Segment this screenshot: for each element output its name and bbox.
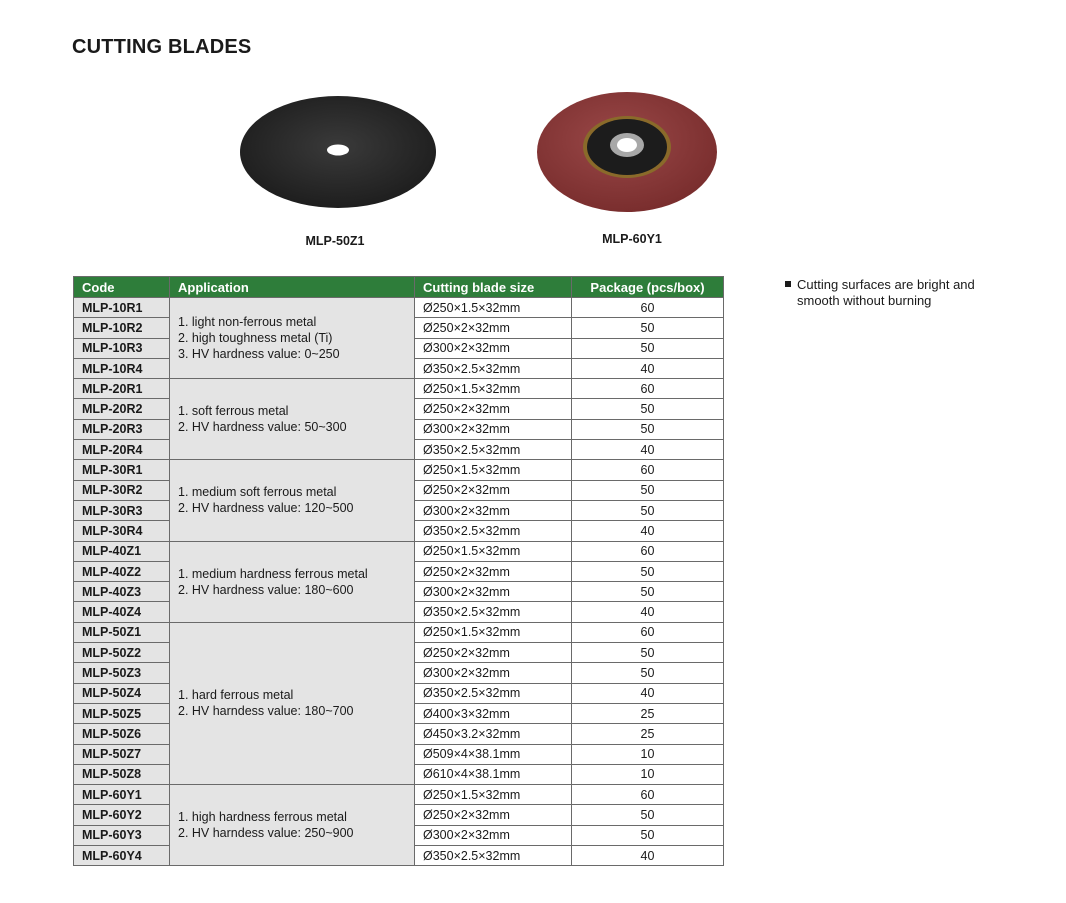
application-line: 2. HV harndess value: 180~700	[178, 704, 354, 719]
cell-size: Ø350×2.5×32mm	[415, 683, 572, 703]
cell-size: Ø300×2×32mm	[415, 419, 572, 439]
cell-package: 60	[572, 541, 724, 561]
cell-package: 10	[572, 764, 724, 784]
cell-code: MLP-40Z1	[74, 541, 170, 561]
cell-package: 50	[572, 825, 724, 845]
application-line: 2. HV hardness value: 120~500	[178, 501, 354, 516]
cell-code: MLP-50Z5	[74, 703, 170, 723]
application-line: 1. medium hardness ferrous metal	[178, 566, 368, 581]
cell-package: 50	[572, 643, 724, 663]
cell-package: 60	[572, 298, 724, 318]
product-image-black-disc	[238, 94, 438, 219]
cell-code: MLP-60Y3	[74, 825, 170, 845]
column-header-size: Cutting blade size	[415, 277, 572, 298]
application-line: 3. HV hardness value: 0~250	[178, 347, 340, 362]
cell-size: Ø300×2×32mm	[415, 582, 572, 602]
cell-size: Ø350×2.5×32mm	[415, 846, 572, 866]
cell-application	[170, 622, 415, 784]
cell-package: 60	[572, 379, 724, 399]
cell-size: Ø250×2×32mm	[415, 643, 572, 663]
cell-code: MLP-50Z8	[74, 764, 170, 784]
cell-size: Ø250×1.5×32mm	[415, 298, 572, 318]
cell-package: 50	[572, 663, 724, 683]
cell-size: Ø509×4×38.1mm	[415, 744, 572, 764]
cell-size: Ø250×1.5×32mm	[415, 622, 572, 642]
cell-size: Ø250×1.5×32mm	[415, 379, 572, 399]
cell-package: 50	[572, 500, 724, 520]
cell-code: MLP-30R3	[74, 500, 170, 520]
cell-package: 10	[572, 744, 724, 764]
cell-size: Ø250×2×32mm	[415, 399, 572, 419]
cell-code: MLP-40Z4	[74, 602, 170, 622]
cell-size: Ø250×2×32mm	[415, 805, 572, 825]
cell-code: MLP-60Y2	[74, 805, 170, 825]
cell-size: Ø350×2.5×32mm	[415, 521, 572, 541]
cell-application	[170, 298, 415, 379]
table-row	[74, 541, 724, 561]
application-line: 1. hard ferrous metal	[178, 688, 294, 703]
cell-size: Ø250×2×32mm	[415, 480, 572, 500]
cell-code: MLP-20R1	[74, 379, 170, 399]
cell-package: 40	[572, 683, 724, 703]
cell-package: 50	[572, 582, 724, 602]
cell-code: MLP-10R4	[74, 358, 170, 378]
cell-code: MLP-30R2	[74, 480, 170, 500]
cell-size: Ø350×2.5×32mm	[415, 358, 572, 378]
cell-package: 40	[572, 440, 724, 460]
cell-size: Ø300×2×32mm	[415, 500, 572, 520]
cell-code: MLP-50Z6	[74, 724, 170, 744]
cell-size: Ø250×1.5×32mm	[415, 541, 572, 561]
cell-package: 50	[572, 561, 724, 581]
cell-package: 25	[572, 703, 724, 723]
cell-code: MLP-50Z1	[74, 622, 170, 642]
product-caption: MLP-60Y1	[602, 232, 662, 246]
cell-code: MLP-20R2	[74, 399, 170, 419]
cell-size: Ø610×4×38.1mm	[415, 764, 572, 784]
cell-package: 50	[572, 399, 724, 419]
cell-size: Ø250×2×32mm	[415, 318, 572, 338]
application-line: 2. high toughness metal (Ti)	[178, 331, 333, 346]
bullet-icon	[785, 281, 791, 287]
cell-size: Ø250×1.5×32mm	[415, 785, 572, 805]
table-row	[74, 622, 724, 642]
cell-application	[170, 460, 415, 541]
cell-code: MLP-30R1	[74, 460, 170, 480]
cell-code: MLP-50Z3	[74, 663, 170, 683]
cell-package: 50	[572, 338, 724, 358]
cell-code: MLP-30R4	[74, 521, 170, 541]
application-line: 1. high hardness ferrous metal	[178, 810, 347, 825]
cell-package: 40	[572, 602, 724, 622]
cell-code: MLP-10R1	[74, 298, 170, 318]
cell-package: 60	[572, 785, 724, 805]
column-header-code: Code	[74, 277, 170, 298]
cell-size: Ø450×3.2×32mm	[415, 724, 572, 744]
feature-note-text: Cutting surfaces are bright and smooth without burning	[797, 277, 975, 308]
table-row	[74, 379, 724, 399]
application-line: 2. HV hardness value: 50~300	[178, 420, 347, 435]
cell-size: Ø300×2×32mm	[415, 338, 572, 358]
cell-code: MLP-20R4	[74, 440, 170, 460]
cell-size: Ø350×2.5×32mm	[415, 602, 572, 622]
feature-note	[785, 277, 1015, 309]
application-line: 1. soft ferrous metal	[178, 404, 289, 419]
cell-package: 60	[572, 622, 724, 642]
cell-code: MLP-50Z2	[74, 643, 170, 663]
cell-size: Ø250×1.5×32mm	[415, 460, 572, 480]
cell-package: 50	[572, 805, 724, 825]
cell-package: 50	[572, 480, 724, 500]
cell-package: 50	[572, 419, 724, 439]
cell-size: Ø350×2.5×32mm	[415, 440, 572, 460]
cell-code: MLP-40Z3	[74, 582, 170, 602]
cell-package: 25	[572, 724, 724, 744]
cell-code: MLP-10R2	[74, 318, 170, 338]
cell-package: 40	[572, 358, 724, 378]
cell-package: 40	[572, 521, 724, 541]
cell-code: MLP-10R3	[74, 338, 170, 358]
cell-size: Ø300×2×32mm	[415, 825, 572, 845]
cell-package: 40	[572, 846, 724, 866]
cell-application	[170, 379, 415, 460]
cell-size: Ø250×2×32mm	[415, 561, 572, 581]
cell-size: Ø400×3×32mm	[415, 703, 572, 723]
cell-package: 50	[572, 318, 724, 338]
column-header-package: Package (pcs/box)	[572, 277, 724, 298]
table-row	[74, 460, 724, 480]
application-line: 2. HV harndess value: 250~900	[178, 826, 354, 841]
application-line: 1. light non-ferrous metal	[178, 315, 317, 330]
table-header-row	[74, 277, 724, 298]
cell-code: MLP-60Y4	[74, 846, 170, 866]
cell-code: MLP-50Z7	[74, 744, 170, 764]
cell-application	[170, 541, 415, 622]
spec-table	[73, 276, 724, 866]
application-line: 2. HV hardness value: 180~600	[178, 582, 354, 597]
application-line: 1. medium soft ferrous metal	[178, 485, 337, 500]
page-title: CUTTING BLADES	[72, 36, 252, 58]
cell-code: MLP-60Y1	[74, 785, 170, 805]
column-header-application: Application	[170, 277, 415, 298]
cell-application	[170, 785, 415, 866]
table-row	[74, 785, 724, 805]
table-row	[74, 298, 724, 318]
cell-size: Ø300×2×32mm	[415, 663, 572, 683]
cell-code: MLP-40Z2	[74, 561, 170, 581]
cell-code: MLP-20R3	[74, 419, 170, 439]
cell-code: MLP-50Z4	[74, 683, 170, 703]
product-image-flap-disc	[535, 92, 721, 221]
cell-package: 60	[572, 460, 724, 480]
product-caption: MLP-50Z1	[305, 234, 365, 248]
